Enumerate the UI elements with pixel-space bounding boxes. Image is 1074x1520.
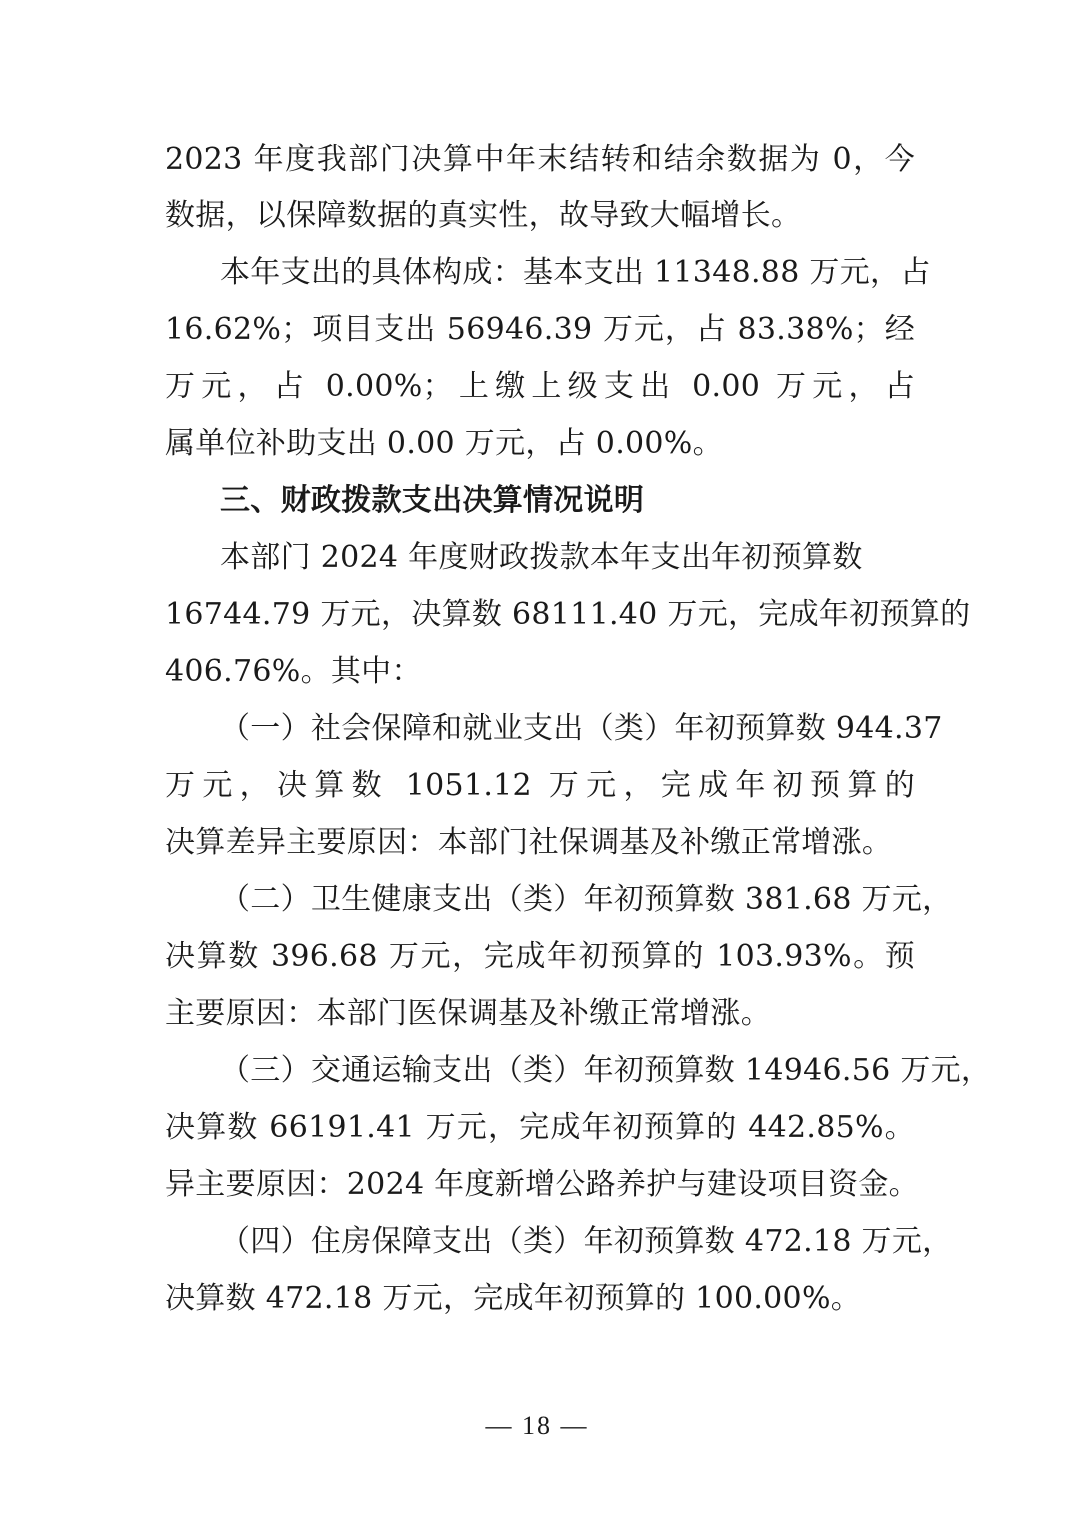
page-number: — 18 — — [485, 1411, 589, 1440]
paragraph-line: 万元，占 0.00%；上缴上级支出 0.00 万元，占 — [165, 369, 915, 404]
paragraph-line: 406.76%。其中： — [165, 654, 422, 689]
paragraph-line: 2023 年度我部门决算中年末结转和结余数据为 0，今 — [165, 142, 915, 177]
paragraph-line: 决算差异主要原因：本部门社保调基及补缴正常增涨。 — [165, 825, 893, 860]
paragraph-line: 决算数 66191.41 万元，完成年初预算的 442.85%。 — [165, 1110, 915, 1145]
paragraph-line: 本年支出的具体构成：基本支出 11348.88 万元，占 — [220, 255, 931, 290]
paragraph-line: 16.62%；项目支出 56946.39 万元，占 83.38%；经 — [165, 312, 915, 347]
paragraph-line: （四）住房保障支出（类）年初预算数 472.18 万元， — [220, 1224, 953, 1259]
paragraph-line: （一）社会保障和就业支出（类）年初预算数 944.37 — [220, 711, 943, 746]
paragraph-line: 万元，决算数 1051.12 万元，完成年初预算的 — [165, 768, 915, 803]
paragraph-line: 异主要原因：2024 年度新增公路养护与建设项目资金。 — [165, 1167, 919, 1202]
paragraph-line: 16744.79 万元，决算数 68111.40 万元，完成年初预算的 — [165, 597, 971, 632]
paragraph-line: 属单位补助支出 0.00 万元，占 0.00%。 — [165, 426, 723, 461]
paragraph-line: 本部门 2024 年度财政拨款本年支出年初预算数 — [220, 540, 863, 575]
paragraph-line: 主要原因：本部门医保调基及补缴正常增涨。 — [165, 996, 771, 1031]
paragraph-line: （三）交通运输支出（类）年初预算数 14946.56 万元， — [220, 1053, 992, 1088]
paragraph-line: （二）卫生健康支出（类）年初预算数 381.68 万元， — [220, 882, 953, 917]
paragraph-line: 决算数 396.68 万元，完成年初预算的 103.93%。预 — [165, 939, 915, 974]
paragraph-line: 数据，以保障数据的真实性，故导致大幅增长。 — [165, 198, 802, 233]
paragraph-line: 决算数 472.18 万元，完成年初预算的 100.00%。 — [165, 1281, 862, 1316]
section-heading: 三、财政拨款支出决算情况说明 — [220, 483, 645, 518]
